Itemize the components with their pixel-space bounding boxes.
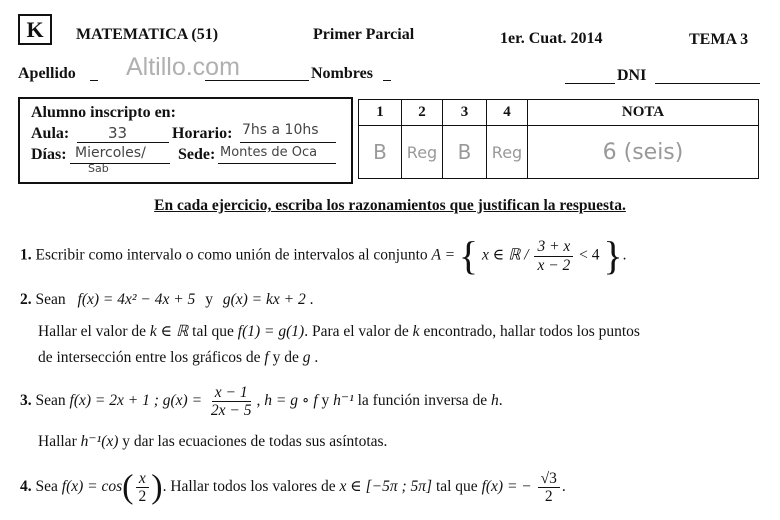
set-a-label: A = — [431, 246, 456, 264]
exercise-2-line-2 — [38, 322, 640, 341]
exercise-2-intro: Sean — [35, 291, 66, 308]
exam-name: Primer Parcial — [313, 26, 415, 43]
exercise-2-g-symbol: g — [302, 349, 311, 366]
exercise-3-g-num: x − 1 — [212, 384, 251, 402]
exercise-3-line-2 — [38, 432, 387, 451]
exam-period: 1er. Cuat. 2014 — [500, 30, 603, 47]
dni-label: DNI — [617, 67, 647, 84]
exercise-4-f-lhs: f(x) = cos — [61, 478, 123, 496]
grade-header-4: 4 — [487, 100, 528, 126]
grade-header-2: 2 — [402, 100, 443, 126]
nombres-line[interactable] — [383, 80, 391, 81]
set-fraction-num: 3 + x — [534, 238, 573, 256]
nombres-label: Nombres — [311, 65, 373, 82]
exercise-4-intro: Sea — [35, 478, 58, 496]
exercise-2-f-symbol: f — [264, 349, 269, 366]
dias-label: Días: — [31, 146, 67, 163]
nota-header: NOTA — [528, 100, 759, 126]
exercise-4-arg-num: x — [136, 470, 149, 488]
dias-line[interactable] — [70, 163, 170, 164]
right-paren-icon: ) — [151, 468, 163, 506]
exercise-2-f: f(x) = 4x² − 4x + 5 — [77, 291, 196, 308]
exercise-2-text-c: . Para el valor de — [304, 323, 409, 340]
apellido-line-start[interactable] — [90, 80, 98, 81]
tema-letter-box: K — [18, 14, 52, 45]
exercise-3-h: , h = g ∘ f — [256, 392, 318, 410]
apellido-label: Apellido — [18, 65, 76, 82]
exercise-3-hinv-x: h⁻¹(x) — [80, 433, 119, 450]
exercise-3-text-a: Hallar — [38, 433, 77, 450]
nota-cell[interactable]: 6 (seis) — [528, 126, 759, 179]
exercise-3-f: f(x) = 2x + 1 ; — [69, 392, 159, 410]
grade-cell-4[interactable]: Reg — [487, 126, 528, 179]
instructions: En cada ejercicio, escriba los razonamientos que justifican la respuesta. — [154, 197, 626, 214]
exercise-1-text: Escribir como intervalo o como unión de intervalos al conjunto — [35, 246, 428, 264]
exercise-3-y: y — [321, 392, 330, 410]
exercise-4-arg-den: 2 — [138, 488, 147, 506]
dni-line-before[interactable] — [565, 83, 615, 84]
exercise-3-end: . — [498, 392, 503, 410]
exercise-3-g-fraction — [208, 384, 255, 419]
subject-title: MATEMATICA (51) — [76, 26, 219, 43]
set-fraction-den: x − 2 — [537, 256, 571, 274]
tema-label: TEMA 3 — [689, 31, 749, 48]
grade-header-1: 1 — [359, 100, 402, 126]
exercise-4-tal: tal que — [435, 478, 478, 496]
grade-header-3: 3 — [443, 100, 487, 126]
right-brace-icon: } — [603, 233, 623, 278]
exercise-1-number: 1. — [20, 246, 32, 264]
set-inequality: < 4 — [579, 246, 600, 264]
exercise-2-end: . — [314, 349, 319, 366]
set-condition: x ∈ ℝ / — [482, 246, 529, 264]
exercise-4-arg-fraction — [135, 470, 149, 505]
sede-line[interactable] — [218, 163, 336, 164]
exercise-1-end: . — [622, 246, 627, 264]
grade-cell-2[interactable]: Reg — [402, 126, 443, 179]
exercise-2-line-1: 2. Sean f(x) = 4x² − 4x + 5 y g(x) = kx + 2 . — [20, 291, 314, 308]
enrollment-title: Alumno inscripto en: — [31, 104, 176, 121]
exercise-3-g-lhs: g(x) = — [162, 392, 203, 410]
exercise-2-g: g(x) = kx + 2 — [222, 291, 306, 308]
aula-line[interactable] — [77, 142, 169, 143]
exercise-3-hinv: h⁻¹ — [333, 392, 354, 410]
exercise-4-value-num: √3 — [538, 470, 560, 488]
exercise-2-text-f: y de — [272, 349, 299, 366]
horario-line[interactable] — [240, 142, 336, 143]
grade-cell-1[interactable]: B — [359, 126, 402, 179]
exercise-3-number: 3. — [20, 392, 32, 410]
left-brace-icon: { — [458, 233, 479, 278]
left-paren-icon: ( — [122, 468, 134, 506]
exercise-2-text-d: encontrado, hallar todos los puntos — [423, 323, 640, 340]
exercise-2-text-b: tal que — [192, 323, 234, 340]
exercise-2-number: 2. — [20, 291, 32, 308]
exercise-3-intro: Sean — [35, 392, 66, 410]
exercise-4-value-fraction — [538, 470, 560, 505]
apellido-line[interactable] — [205, 80, 309, 81]
exercise-2-text-a: Hallar el valor de — [38, 323, 147, 340]
sede-label: Sede: — [178, 146, 216, 163]
grades-table — [358, 99, 759, 179]
exercise-2-text-e: de intersección entre los gráficos de — [38, 349, 261, 366]
exercise-2-condition: f(1) = g(1) — [237, 323, 305, 340]
exercise-4-f-eq: f(x) = − — [481, 478, 532, 496]
exercise-3-g-den: 2x − 5 — [210, 402, 252, 420]
horario-label: Horario: — [172, 125, 233, 142]
exercise-4-domain: x ∈ [−5π ; 5π] — [339, 478, 433, 496]
exercise-2-k: k — [412, 323, 420, 340]
dias-value: Miercoles/ — [75, 145, 146, 161]
dni-line[interactable] — [655, 83, 760, 84]
set-fraction — [534, 238, 573, 273]
exercise-3-text: la función inversa de — [357, 392, 488, 410]
watermark: Altillo.com — [126, 53, 240, 81]
exercise-2-y: y — [205, 291, 213, 308]
exercise-4-number: 4. — [20, 478, 32, 496]
dias-value-2: Sab — [88, 162, 109, 175]
aula-label: Aula: — [31, 125, 70, 142]
exercise-3-text-b: y dar las ecuaciones de todas sus asíntotas. — [122, 433, 388, 450]
exercise-4-end: . — [561, 478, 566, 496]
exercise-4-value-den: 2 — [544, 488, 553, 506]
horario-value: 7hs a 10hs — [242, 122, 319, 138]
exercise-2-line-3 — [38, 349, 318, 367]
exercise-4 — [20, 470, 566, 505]
sede-value: Montes de Oca — [220, 145, 318, 160]
exercise-2-k-in-r: k ∈ ℝ — [149, 323, 189, 340]
exercise-3-line-1 — [20, 384, 503, 419]
grade-cell-3[interactable]: B — [443, 126, 487, 179]
exercise-3-h-symbol: h — [491, 392, 499, 410]
exercise-4-text: . Hallar todos los valores de — [162, 478, 336, 496]
exercise-1 — [20, 233, 627, 278]
aula-value: 33 — [108, 124, 128, 142]
